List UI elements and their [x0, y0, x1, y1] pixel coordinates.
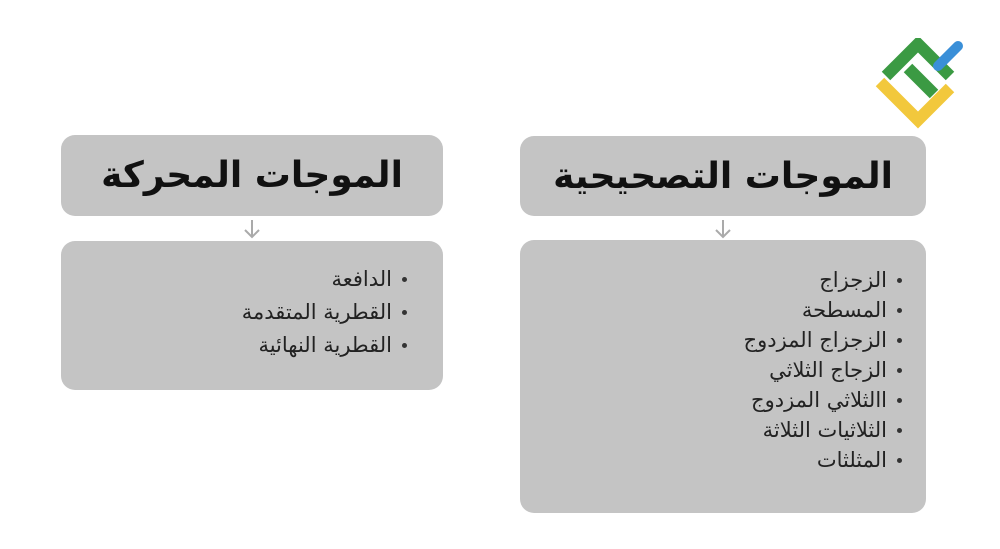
corrective-waves-header: [520, 136, 926, 216]
bullet-icon: [402, 310, 407, 315]
bullet-icon: [402, 343, 407, 348]
bullet-icon: [897, 308, 902, 313]
logo-icon: [872, 38, 964, 130]
list-item: الثلاثيات الثلاثة: [744, 415, 902, 445]
corrective-waves-list: [744, 265, 902, 475]
bullet-icon: [897, 428, 902, 433]
list-item: الزجزاج المزدوج: [744, 325, 902, 355]
arrow-down-icon: [240, 217, 264, 241]
impulse-waves-list: [242, 263, 407, 362]
list-item: الدافعة: [242, 263, 407, 296]
list-item: الزجاج الثلاثي: [744, 355, 902, 385]
corrective-waves-list-box: [520, 240, 926, 513]
bullet-icon: [897, 458, 902, 463]
bullet-icon: [402, 277, 407, 282]
bullet-icon: [897, 398, 902, 403]
corrective-waves-title: الموجات التصحيحية: [553, 155, 893, 197]
bullet-icon: [897, 338, 902, 343]
list-item: الزجزاج: [744, 265, 902, 295]
arrow-down-icon: [711, 217, 735, 241]
bullet-icon: [897, 368, 902, 373]
impulse-waves-title: الموجات المحركة: [101, 155, 403, 196]
impulse-waves-header: [61, 135, 443, 216]
bullet-icon: [897, 278, 902, 283]
list-item: المسطحة: [744, 295, 902, 325]
impulse-waves-list-box: [61, 241, 443, 390]
list-item: القطرية النهائية: [242, 329, 407, 362]
list-item: القطرية المتقدمة: [242, 296, 407, 329]
list-item: االثلاثي المزدوج: [744, 385, 902, 415]
list-item: المثلثات: [744, 445, 902, 475]
